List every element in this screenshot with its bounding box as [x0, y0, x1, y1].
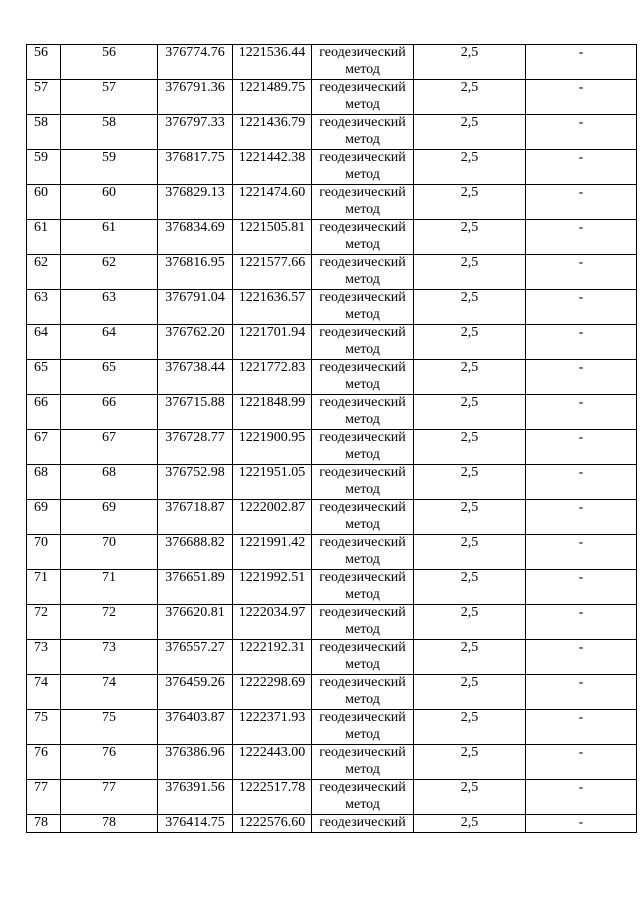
accuracy-value: 2,5	[414, 255, 526, 290]
point-number-alt: 67	[61, 430, 158, 465]
method-cell	[312, 640, 414, 675]
method-line-1: геодезический	[319, 220, 406, 235]
point-number-alt: 63	[61, 290, 158, 325]
method-line-1: геодезический	[319, 115, 406, 130]
coordinate-x: 376797.33	[158, 115, 233, 150]
coordinate-y: 1221951.05	[233, 465, 312, 500]
method-line-1: геодезический	[319, 605, 406, 620]
method-line-2: метод	[345, 691, 380, 707]
point-number-alt: 65	[61, 360, 158, 395]
coordinate-y: 1221900.95	[233, 430, 312, 465]
method-line-1: геодезический	[319, 255, 406, 270]
point-number: 56	[27, 45, 61, 80]
accuracy-value: 2,5	[414, 360, 526, 395]
table-row	[27, 430, 637, 465]
method-cell	[312, 780, 414, 815]
coordinate-y: 1222034.97	[233, 605, 312, 640]
point-number: 74	[27, 675, 61, 710]
method-cell	[312, 500, 414, 535]
note-value: -	[526, 220, 637, 255]
method-cell	[312, 255, 414, 290]
point-number: 58	[27, 115, 61, 150]
coordinate-x: 376738.44	[158, 360, 233, 395]
coordinate-x: 376834.69	[158, 220, 233, 255]
note-value: -	[526, 255, 637, 290]
coordinate-x: 376791.36	[158, 80, 233, 115]
accuracy-value: 2,5	[414, 640, 526, 675]
method-cell	[312, 80, 414, 115]
method-line-2: метод	[345, 761, 380, 777]
point-number-alt: 57	[61, 80, 158, 115]
table-row	[27, 570, 637, 605]
method-cell	[312, 360, 414, 395]
method-cell	[312, 395, 414, 430]
coordinate-y: 1222371.93	[233, 710, 312, 745]
method-cell	[312, 290, 414, 325]
method-line-1: геодезический	[319, 640, 406, 655]
method-line-1: геодезический	[319, 185, 406, 200]
note-value: -	[526, 115, 637, 150]
accuracy-value: 2,5	[414, 745, 526, 780]
note-value: -	[526, 640, 637, 675]
coordinate-y: 1221992.51	[233, 570, 312, 605]
coordinate-y: 1222517.78	[233, 780, 312, 815]
table-row	[27, 465, 637, 500]
coordinate-y: 1221474.60	[233, 185, 312, 220]
note-value: -	[526, 185, 637, 220]
point-number: 68	[27, 465, 61, 500]
coordinate-y: 1221848.99	[233, 395, 312, 430]
table-row	[27, 80, 637, 115]
method-line-2: метод	[345, 796, 380, 812]
table-row	[27, 395, 637, 430]
coordinate-x: 376774.76	[158, 45, 233, 80]
coordinate-y: 1221772.83	[233, 360, 312, 395]
note-value: -	[526, 745, 637, 780]
note-value: -	[526, 815, 637, 833]
method-line-2: метод	[345, 61, 380, 77]
coordinate-y: 1221636.57	[233, 290, 312, 325]
note-value: -	[526, 325, 637, 360]
note-value: -	[526, 605, 637, 640]
coordinate-x: 376715.88	[158, 395, 233, 430]
note-value: -	[526, 360, 637, 395]
coordinate-x: 376386.96	[158, 745, 233, 780]
method-line-1: геодезический	[319, 710, 406, 725]
coordinate-x: 376557.27	[158, 640, 233, 675]
accuracy-value: 2,5	[414, 395, 526, 430]
point-number-alt: 62	[61, 255, 158, 290]
note-value: -	[526, 395, 637, 430]
method-line-2: метод	[345, 446, 380, 462]
accuracy-value: 2,5	[414, 780, 526, 815]
method-cell	[312, 815, 414, 833]
coordinates-table	[26, 44, 637, 833]
accuracy-value: 2,5	[414, 80, 526, 115]
point-number: 76	[27, 745, 61, 780]
table-row	[27, 220, 637, 255]
table-row	[27, 535, 637, 570]
coordinate-x: 376718.87	[158, 500, 233, 535]
accuracy-value: 2,5	[414, 535, 526, 570]
method-line-1: геодезический	[319, 80, 406, 95]
point-number: 70	[27, 535, 61, 570]
method-cell	[312, 675, 414, 710]
point-number: 64	[27, 325, 61, 360]
accuracy-value: 2,5	[414, 570, 526, 605]
note-value: -	[526, 465, 637, 500]
table-row	[27, 780, 637, 815]
method-cell	[312, 710, 414, 745]
method-cell	[312, 535, 414, 570]
method-line-1: геодезический	[319, 815, 406, 830]
coordinate-x: 376414.75	[158, 815, 233, 833]
method-line-1: геодезический	[319, 465, 406, 480]
method-cell	[312, 220, 414, 255]
method-line-1: геодезический	[319, 500, 406, 515]
coordinate-y: 1221577.66	[233, 255, 312, 290]
point-number: 78	[27, 815, 61, 833]
table-row	[27, 640, 637, 675]
method-line-2: метод	[345, 271, 380, 287]
accuracy-value: 2,5	[414, 815, 526, 833]
method-line-1: геодезический	[319, 745, 406, 760]
accuracy-value: 2,5	[414, 500, 526, 535]
point-number: 57	[27, 80, 61, 115]
method-line-1: геодезический	[319, 675, 406, 690]
coordinate-x: 376688.82	[158, 535, 233, 570]
note-value: -	[526, 290, 637, 325]
coordinate-y: 1222002.87	[233, 500, 312, 535]
point-number: 73	[27, 640, 61, 675]
method-line-1: геодезический	[319, 150, 406, 165]
accuracy-value: 2,5	[414, 220, 526, 255]
method-line-2: метод	[345, 656, 380, 672]
point-number-alt: 77	[61, 780, 158, 815]
accuracy-value: 2,5	[414, 710, 526, 745]
point-number-alt: 68	[61, 465, 158, 500]
method-line-2: метод	[345, 376, 380, 392]
coordinate-y: 1221505.81	[233, 220, 312, 255]
coordinate-x: 376391.56	[158, 780, 233, 815]
point-number-alt: 56	[61, 45, 158, 80]
method-line-2: метод	[345, 166, 380, 182]
coordinate-y: 1221701.94	[233, 325, 312, 360]
note-value: -	[526, 710, 637, 745]
point-number: 67	[27, 430, 61, 465]
point-number-alt: 70	[61, 535, 158, 570]
accuracy-value: 2,5	[414, 465, 526, 500]
point-number-alt: 72	[61, 605, 158, 640]
method-line-2: метод	[345, 236, 380, 252]
coordinate-x: 376791.04	[158, 290, 233, 325]
method-line-1: геодезический	[319, 780, 406, 795]
table-row	[27, 255, 637, 290]
method-line-1: геодезический	[319, 430, 406, 445]
point-number-alt: 59	[61, 150, 158, 185]
table-row	[27, 290, 637, 325]
point-number: 60	[27, 185, 61, 220]
table-row	[27, 710, 637, 745]
table-row	[27, 325, 637, 360]
table-row	[27, 815, 637, 833]
point-number: 75	[27, 710, 61, 745]
note-value: -	[526, 80, 637, 115]
method-line-2: метод	[345, 726, 380, 742]
table-row	[27, 675, 637, 710]
point-number-alt: 66	[61, 395, 158, 430]
table-row	[27, 150, 637, 185]
coordinate-x: 376762.20	[158, 325, 233, 360]
coordinate-x: 376829.13	[158, 185, 233, 220]
coordinate-x: 376459.26	[158, 675, 233, 710]
note-value: -	[526, 150, 637, 185]
method-line-2: метод	[345, 481, 380, 497]
accuracy-value: 2,5	[414, 430, 526, 465]
point-number: 65	[27, 360, 61, 395]
coordinate-y: 1222192.31	[233, 640, 312, 675]
coordinate-x: 376728.77	[158, 430, 233, 465]
point-number-alt: 73	[61, 640, 158, 675]
accuracy-value: 2,5	[414, 150, 526, 185]
table-row	[27, 45, 637, 80]
point-number-alt: 71	[61, 570, 158, 605]
point-number-alt: 69	[61, 500, 158, 535]
point-number-alt: 76	[61, 745, 158, 780]
method-line-1: геодезический	[319, 45, 406, 60]
table-body	[27, 45, 637, 833]
method-line-2: метод	[345, 201, 380, 217]
table-row	[27, 360, 637, 395]
method-line-1: геодезический	[319, 535, 406, 550]
method-cell	[312, 465, 414, 500]
point-number-alt: 60	[61, 185, 158, 220]
note-value: -	[526, 570, 637, 605]
accuracy-value: 2,5	[414, 45, 526, 80]
table-row	[27, 745, 637, 780]
accuracy-value: 2,5	[414, 605, 526, 640]
coordinate-y: 1221489.75	[233, 80, 312, 115]
method-cell	[312, 745, 414, 780]
point-number-alt: 61	[61, 220, 158, 255]
coordinate-y: 1221991.42	[233, 535, 312, 570]
coordinate-y: 1221436.79	[233, 115, 312, 150]
point-number: 66	[27, 395, 61, 430]
method-line-2: метод	[345, 131, 380, 147]
coordinate-x: 376620.81	[158, 605, 233, 640]
point-number: 61	[27, 220, 61, 255]
method-cell	[312, 185, 414, 220]
note-value: -	[526, 675, 637, 710]
point-number: 72	[27, 605, 61, 640]
method-line-1: геодезический	[319, 325, 406, 340]
method-line-1: геодезический	[319, 360, 406, 375]
coordinate-y: 1221536.44	[233, 45, 312, 80]
point-number-alt: 64	[61, 325, 158, 360]
accuracy-value: 2,5	[414, 290, 526, 325]
accuracy-value: 2,5	[414, 115, 526, 150]
method-cell	[312, 45, 414, 80]
point-number-alt: 78	[61, 815, 158, 833]
coordinate-y: 1222298.69	[233, 675, 312, 710]
accuracy-value: 2,5	[414, 185, 526, 220]
method-cell	[312, 325, 414, 360]
method-cell	[312, 150, 414, 185]
point-number: 71	[27, 570, 61, 605]
method-cell	[312, 430, 414, 465]
accuracy-value: 2,5	[414, 325, 526, 360]
method-line-2: метод	[345, 516, 380, 532]
table-row	[27, 185, 637, 220]
note-value: -	[526, 500, 637, 535]
method-line-1: геодезический	[319, 290, 406, 305]
point-number-alt: 75	[61, 710, 158, 745]
method-line-1: геодезический	[319, 395, 406, 410]
coordinate-y: 1221442.38	[233, 150, 312, 185]
coordinate-y: 1222443.00	[233, 745, 312, 780]
method-line-2: метод	[345, 306, 380, 322]
coordinate-x: 376651.89	[158, 570, 233, 605]
method-line-2: метод	[345, 341, 380, 357]
note-value: -	[526, 45, 637, 80]
note-value: -	[526, 430, 637, 465]
coordinate-x: 376817.75	[158, 150, 233, 185]
point-number: 77	[27, 780, 61, 815]
coordinate-x: 376816.95	[158, 255, 233, 290]
method-cell	[312, 605, 414, 640]
method-line-1: геодезический	[319, 570, 406, 585]
accuracy-value: 2,5	[414, 675, 526, 710]
point-number: 59	[27, 150, 61, 185]
point-number: 69	[27, 500, 61, 535]
point-number-alt: 74	[61, 675, 158, 710]
coordinate-x: 376752.98	[158, 465, 233, 500]
table-row	[27, 115, 637, 150]
point-number: 62	[27, 255, 61, 290]
method-cell	[312, 570, 414, 605]
method-cell	[312, 115, 414, 150]
table-row	[27, 605, 637, 640]
method-line-2: метод	[345, 551, 380, 567]
note-value: -	[526, 780, 637, 815]
method-line-2: метод	[345, 621, 380, 637]
coordinate-y: 1222576.60	[233, 815, 312, 833]
point-number: 63	[27, 290, 61, 325]
method-line-2: метод	[345, 96, 380, 112]
note-value: -	[526, 535, 637, 570]
method-line-2: метод	[345, 586, 380, 602]
table-row	[27, 500, 637, 535]
coordinate-x: 376403.87	[158, 710, 233, 745]
method-line-2: метод	[345, 411, 380, 427]
point-number-alt: 58	[61, 115, 158, 150]
